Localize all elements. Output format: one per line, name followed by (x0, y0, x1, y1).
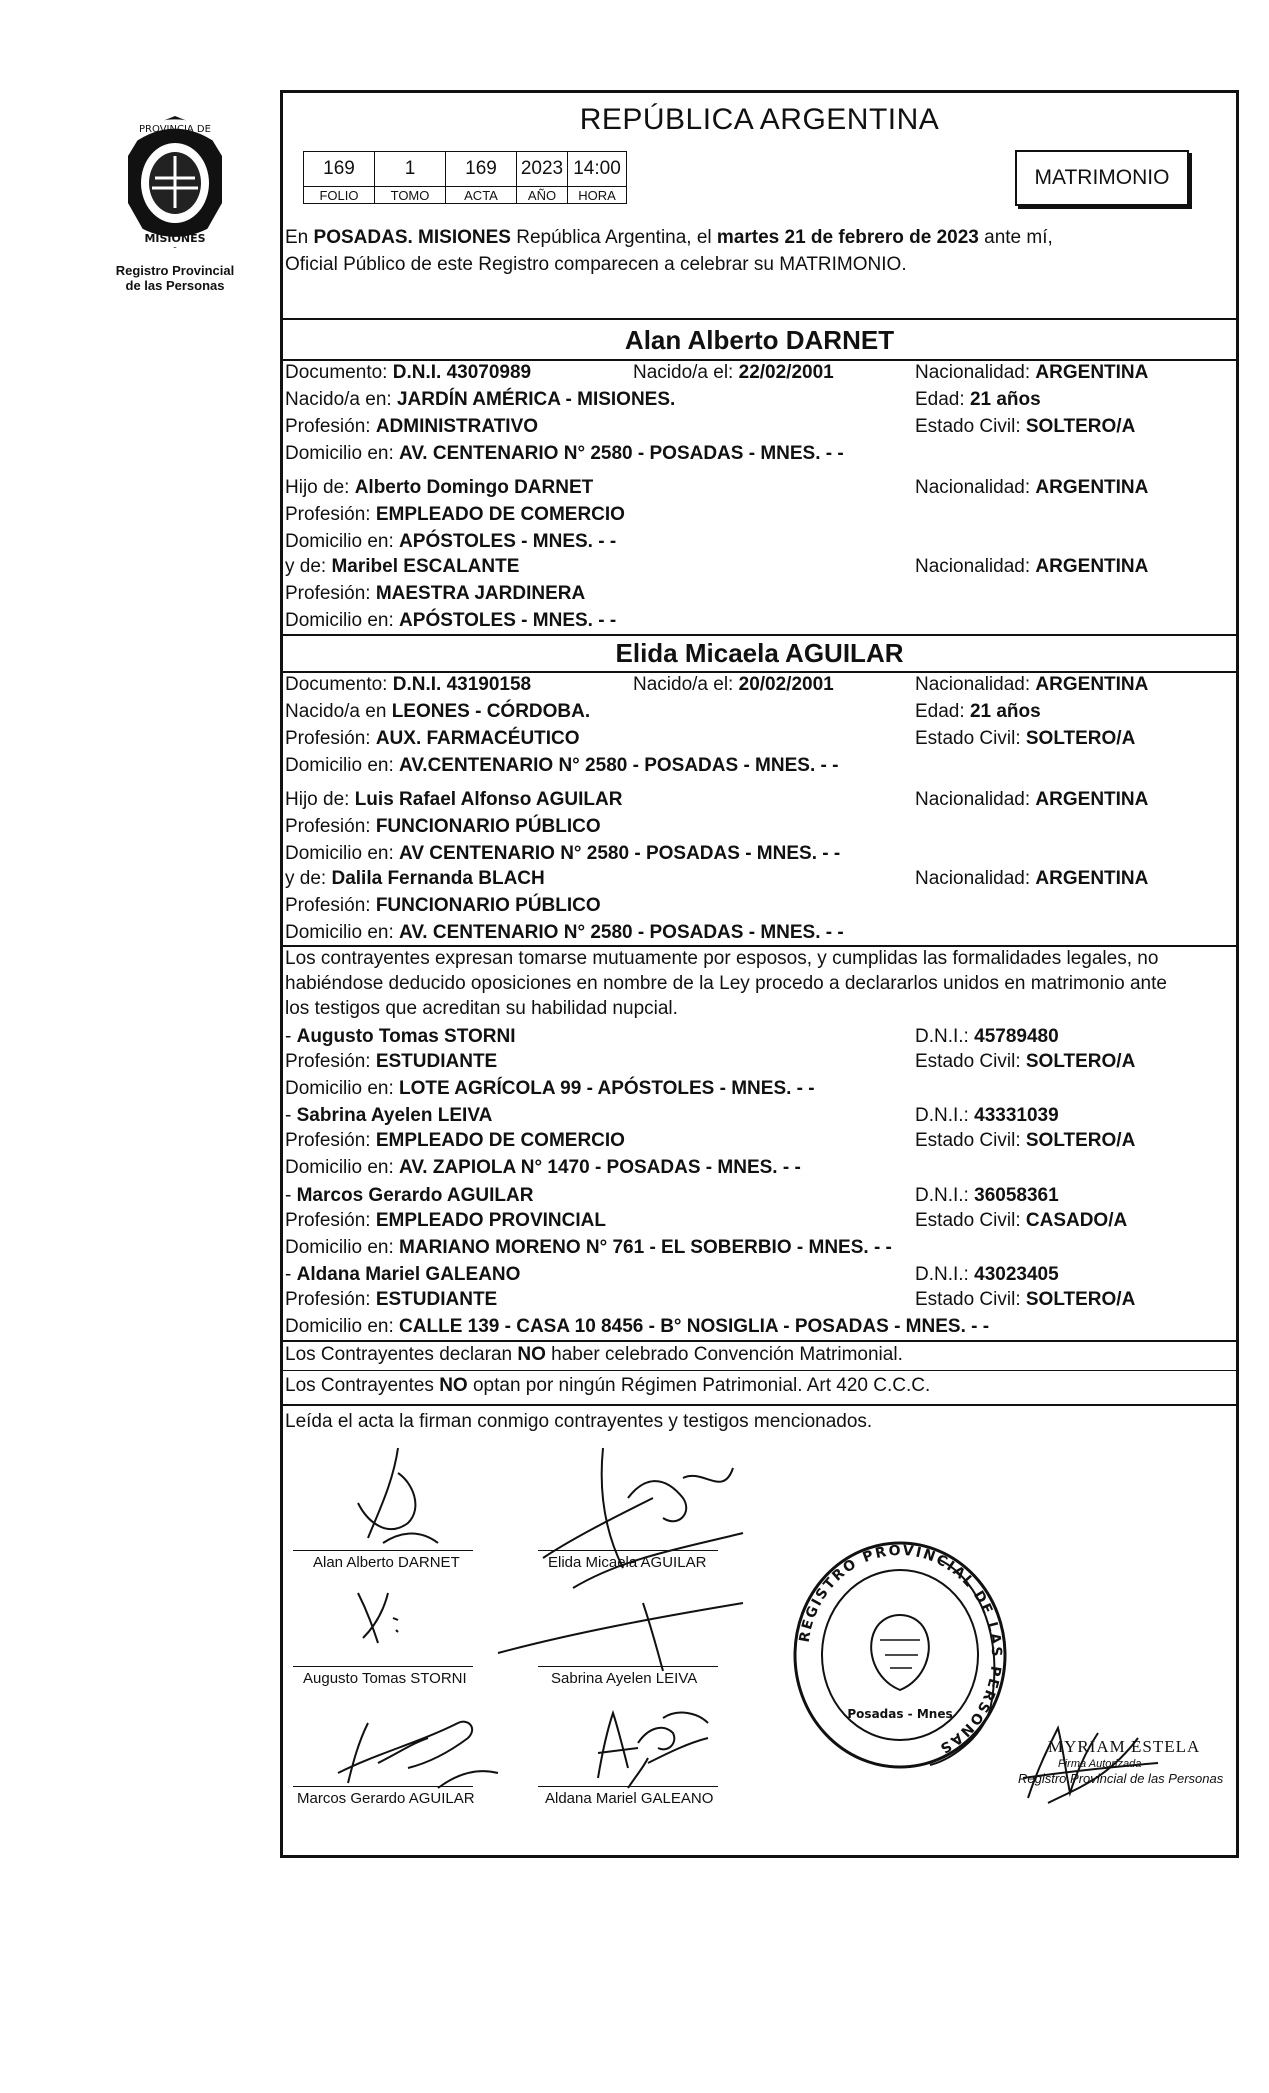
spouse1-father-address: Domicilio en: APÓSTOLES - MNES. - - (285, 531, 617, 552)
spouse1-name: Alan Alberto DARNET (624, 325, 895, 355)
tomo-label: TOMO (375, 187, 446, 204)
witness4-name: - Aldana Mariel GALEANO (285, 1264, 521, 1285)
logo-caption: Registro Provincial de las Personas (115, 263, 235, 293)
spouse1-birthplace: Nacido/a en: JARDÍN AMÉRICA - MISIONES. (285, 389, 676, 410)
spouse1-father: Hijo de: Alberto Domingo DARNET (285, 477, 594, 498)
witness1-civil-status: Estado Civil: SOLTERO/A (915, 1051, 1136, 1072)
spouse1-father-nationality: Nacionalidad: ARGENTINA (915, 477, 1149, 498)
intro-line-1: En POSADAS. MISIONES República Argentina, el martes 21 de febrero de 2023 ante mí, (285, 227, 1053, 248)
acta-label: ACTA (446, 187, 517, 204)
spouse1-mother-address: Domicilio en: APÓSTOLES - MNES. - - (285, 610, 617, 631)
spouse1-mother: y de: Maribel ESCALANTE (285, 556, 520, 577)
signature-elida (533, 1438, 753, 1598)
registry-data-table (303, 151, 627, 204)
spouse2-doc: Documento: D.N.I. 43190158 (285, 674, 532, 695)
regime-line-2: Los Contrayentes NO optan por ningún Régimen Patrimonial. Art 420 C.C.C. (285, 1375, 931, 1396)
witness3-civil-status: Estado Civil: CASADO/A (915, 1210, 1128, 1231)
country-title: REPÚBLICA ARGENTINA (579, 103, 940, 136)
witness3-profession: Profesión: EMPLEADO PROVINCIAL (285, 1210, 606, 1231)
hour-label: HORA (568, 187, 627, 204)
signature-marcos (318, 1703, 518, 1793)
witness4-profession: Profesión: ESTUDIANTE (285, 1289, 498, 1310)
signature-label-marcos: Marcos Gerardo AGUILAR (297, 1790, 475, 1807)
spouse2-nationality: Nacionalidad: ARGENTINA (915, 674, 1149, 695)
declaration-line-2: habiéndose deducido oposiciones en nombre de la Ley procedo a declararlos unidos en matrimonio ante (285, 973, 1167, 994)
witness1-profession: Profesión: ESTUDIANTE (285, 1051, 498, 1072)
spouse1-doc: Documento: D.N.I. 43070989 (285, 362, 532, 383)
intro-line-2: Oficial Público de este Registro comparecen a celebrar su MATRIMONIO. (285, 254, 907, 275)
witness4-dni: D.N.I.: 43023405 (915, 1264, 1059, 1285)
signature-label-augusto: Augusto Tomas STORNI (303, 1670, 467, 1687)
witness2-name: - Sabrina Ayelen LEIVA (285, 1105, 493, 1126)
signature-label-sabrina: Sabrina Ayelen LEIVA (551, 1670, 698, 1687)
spouse1-age: Edad: 21 años (915, 389, 1041, 410)
declaration-line-1: Los contrayentes expresan tomarse mutuamente por esposos, y cumplidas las formalidades legales, no (285, 948, 1159, 969)
witness3-name: - Marcos Gerardo AGUILAR (285, 1185, 534, 1206)
witness4-address: Domicilio en: CALLE 139 - CASA 10 8456 - B° NOSIGLIA - POSADAS - MNES. - - (285, 1316, 990, 1337)
svg-text:REGISTRO PROVINCIAL DE LAS PER: REGISTRO PROVINCIAL DE LAS PERSONAS (796, 1542, 1005, 1757)
regime-line-1: Los Contrayentes declaran NO haber celebrado Convención Matrimonial. (285, 1344, 903, 1365)
official-role: Firma Autorizada (1058, 1758, 1142, 1770)
spouse1-nationality: Nacionalidad: ARGENTINA (915, 362, 1149, 383)
signature-label-aldana: Aldana Mariel GALEANO (545, 1790, 714, 1807)
witness2-civil-status: Estado Civil: SOLTERO/A (915, 1130, 1136, 1151)
witness3-address: Domicilio en: MARIANO MORENO N° 761 - EL SOBERBIO - MNES. - - (285, 1237, 892, 1258)
witness3-dni: D.N.I.: 36058361 (915, 1185, 1059, 1206)
spouse2-mother-profession: Profesión: FUNCIONARIO PÚBLICO (285, 895, 601, 916)
witness4-civil-status: Estado Civil: SOLTERO/A (915, 1289, 1136, 1310)
spouse2-mother-address: Domicilio en: AV. CENTENARIO N° 2580 - POSADAS - MNES. - - (285, 922, 844, 943)
spouse2-civil-status: Estado Civil: SOLTERO/A (915, 728, 1136, 749)
closing-text: Leída el acta la firman conmigo contrayentes y testigos mencionados. (285, 1411, 873, 1432)
spouse2-name: Elida Micaela AGUILAR (615, 638, 904, 668)
svg-text:PROVINCIA DE: PROVINCIA DE (139, 124, 211, 135)
official-name: MYRIAM ESTELA (1048, 1737, 1201, 1756)
act-type-box: MATRIMONIO (1015, 150, 1189, 206)
official-seal-icon (790, 1540, 1010, 1770)
spouse2-profession: Profesión: AUX. FARMACÉUTICO (285, 728, 580, 749)
witness1-address: Domicilio en: LOTE AGRÍCOLA 99 - APÓSTOLES - MNES. - - (285, 1078, 815, 1099)
spouse1-civil-status: Estado Civil: SOLTERO/A (915, 416, 1136, 437)
signature-label-alan: Alan Alberto DARNET (313, 1554, 460, 1571)
hour-value: 14:00 (568, 152, 627, 187)
tomo-value: 1 (375, 152, 446, 187)
witness2-dni: D.N.I.: 43331039 (915, 1105, 1059, 1126)
spouse1-father-profession: Profesión: EMPLEADO DE COMERCIO (285, 504, 625, 525)
spouse2-father-profession: Profesión: FUNCIONARIO PÚBLICO (285, 816, 601, 837)
spouse1-profession: Profesión: ADMINISTRATIVO (285, 416, 539, 437)
spouse1-address: Domicilio en: AV. CENTENARIO N° 2580 - POSADAS - MNES. - - (285, 443, 844, 464)
spouse2-father: Hijo de: Luis Rafael Alfonso AGUILAR (285, 789, 623, 810)
year-value: 2023 (517, 152, 568, 187)
spouse2-birthplace: Nacido/a en LEONES - CÓRDOBA. (285, 701, 591, 722)
spouse1-mother-nationality: Nacionalidad: ARGENTINA (915, 556, 1149, 577)
spouse2-address: Domicilio en: AV.CENTENARIO N° 2580 - POSADAS - MNES. - - (285, 755, 839, 776)
spouse1-born: Nacido/a el: 22/02/2001 (633, 362, 834, 383)
signature-sabrina (493, 1593, 753, 1673)
signature-alan (338, 1443, 458, 1553)
spouse1-mother-profession: Profesión: MAESTRA JARDINERA (285, 583, 586, 604)
witness1-dni: D.N.I.: 45789480 (915, 1026, 1059, 1047)
certificate-frame (280, 90, 1239, 1858)
registry-logo (100, 108, 250, 293)
declaration-line-3: los testigos que acreditan su habilidad nupcial. (285, 998, 678, 1019)
folio-value: 169 (304, 152, 375, 187)
spouse2-mother-nationality: Nacionalidad: ARGENTINA (915, 868, 1149, 889)
signature-label-elida: Elida Micaela AGUILAR (548, 1554, 707, 1571)
witness1-name: - Augusto Tomas STORNI (285, 1026, 516, 1047)
signature-augusto (348, 1588, 418, 1648)
svg-text:MISIONES: MISIONES (144, 232, 206, 245)
witness2-address: Domicilio en: AV. ZAPIOLA N° 1470 - POSADAS - MNES. - - (285, 1157, 801, 1178)
spouse2-mother: y de: Dalila Fernanda BLACH (285, 868, 545, 889)
witness2-profession: Profesión: EMPLEADO DE COMERCIO (285, 1130, 625, 1151)
spouse2-age: Edad: 21 años (915, 701, 1041, 722)
svg-text:Posadas - Mnes: Posadas - Mnes (847, 1707, 953, 1721)
signature-aldana (568, 1698, 728, 1793)
spouse2-father-address: Domicilio en: AV CENTENARIO N° 2580 - POSADAS - MNES. - - (285, 843, 841, 864)
spouse2-born: Nacido/a el: 20/02/2001 (633, 674, 834, 695)
acta-value: 169 (446, 152, 517, 187)
year-label: AÑO (517, 187, 568, 204)
provincial-emblem (110, 108, 240, 258)
folio-label: FOLIO (304, 187, 375, 204)
spouse2-father-nationality: Nacionalidad: ARGENTINA (915, 789, 1149, 810)
official-office: Registro Provincial de las Personas (1018, 1771, 1224, 1786)
